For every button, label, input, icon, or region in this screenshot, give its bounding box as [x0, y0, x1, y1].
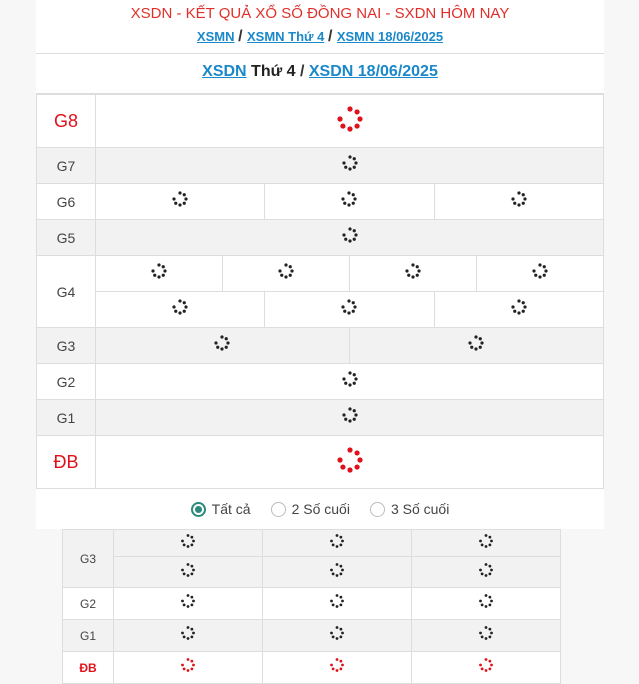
prize-label: G2: [63, 588, 114, 620]
breadcrumb-xsmn-date[interactable]: XSMN 18/06/2025: [336, 29, 444, 44]
prize-cell: [476, 256, 603, 292]
prize-cell: [114, 620, 263, 652]
prize-row-g4: [37, 256, 604, 292]
filter-label: Tất cả: [211, 501, 251, 517]
prize-cell: [263, 530, 412, 557]
prize-cell: [114, 652, 263, 684]
prize-cell: [96, 436, 604, 489]
prize-cell: [96, 184, 265, 220]
loading-spinner-icon: [180, 625, 196, 646]
results-card: [36, 0, 604, 529]
prize-cell: [96, 148, 604, 184]
prize-row-g3: [63, 530, 561, 557]
prize-cell: [96, 95, 604, 148]
prize-row-g2: [63, 588, 561, 620]
filter-option-3-digits[interactable]: [370, 501, 449, 517]
loading-spinner-icon: [510, 298, 528, 321]
page-title: XSDN - KẾT QUẢ XỔ SỐ ĐỒNG NAI - SXDN HÔM NAY: [130, 5, 510, 22]
results-table-2: [62, 529, 561, 684]
prize-cell: [265, 184, 434, 220]
loading-spinner-icon: [336, 105, 364, 138]
prize-row-g6: [37, 184, 604, 220]
multi-province-table: [62, 529, 561, 684]
loading-spinner-icon: [171, 190, 189, 213]
loading-spinner-icon: [180, 657, 196, 678]
prize-cell: [96, 364, 604, 400]
loading-spinner-icon: [478, 625, 494, 646]
loading-spinner-icon: [180, 533, 196, 554]
loading-spinner-icon: [329, 533, 345, 554]
filter-option-2-digits[interactable]: [271, 501, 350, 517]
prize-row-db: [37, 436, 604, 489]
prize-cell: [96, 292, 265, 328]
filter-label: 2 Số cuối: [291, 501, 350, 517]
xsdn-date-link[interactable]: XSDN 18/06/2025: [308, 63, 438, 80]
digit-filter: [36, 489, 604, 529]
prize-cell: [265, 292, 434, 328]
prize-cell: [412, 588, 561, 620]
loading-spinner-icon: [510, 190, 528, 213]
prize-label: G2: [37, 364, 96, 400]
prize-row-g2: [37, 364, 604, 400]
loading-spinner-icon: [341, 154, 359, 177]
xsdn-link[interactable]: XSDN: [202, 63, 247, 80]
prize-cell: [412, 530, 561, 557]
prize-row-g1: [37, 400, 604, 436]
prize-label: G7: [37, 148, 96, 184]
prize-cell: [96, 220, 604, 256]
prize-cell: [434, 292, 603, 328]
prize-cell: [412, 557, 561, 588]
prize-cell: [114, 588, 263, 620]
loading-spinner-icon: [478, 533, 494, 554]
prize-label: G1: [37, 400, 96, 436]
loading-spinner-icon: [467, 334, 485, 357]
loading-spinner-icon: [329, 562, 345, 583]
loading-spinner-icon: [341, 406, 359, 429]
prize-row-g3: [37, 328, 604, 364]
prize-label: G3: [37, 328, 96, 364]
prize-cell: [263, 557, 412, 588]
prize-label: G4: [37, 256, 96, 328]
prize-cell: [349, 328, 603, 364]
prize-row-g3-2: [63, 557, 561, 588]
prize-label: G3: [63, 530, 114, 588]
prize-label: G8: [37, 95, 96, 148]
weekday-label: Thứ 4: [251, 63, 296, 80]
loading-spinner-icon: [213, 334, 231, 357]
loading-spinner-icon: [180, 562, 196, 583]
prize-label: G5: [37, 220, 96, 256]
prize-row-g1: [63, 620, 561, 652]
loading-spinner-icon: [150, 262, 168, 285]
prize-cell: [412, 620, 561, 652]
filter-label: 3 Số cuối: [390, 501, 450, 517]
prize-cell: [263, 588, 412, 620]
loading-spinner-icon: [329, 657, 345, 678]
radio-checked-icon[interactable]: [191, 502, 206, 517]
loading-spinner-icon: [478, 562, 494, 583]
breadcrumb-xsmn[interactable]: XSMN: [196, 29, 235, 44]
prize-label: ĐB: [63, 652, 114, 684]
prize-label: G1: [63, 620, 114, 652]
prize-label: ĐB: [37, 436, 96, 489]
results-table: [36, 94, 604, 489]
prize-cell: [222, 256, 349, 292]
loading-spinner-icon: [180, 593, 196, 614]
prize-cell: [96, 400, 604, 436]
prize-row-db: [63, 652, 561, 684]
breadcrumb-xsmn-thu4[interactable]: XSMN Thứ 4: [247, 29, 325, 44]
radio-icon[interactable]: [370, 502, 385, 517]
prize-cell: [263, 652, 412, 684]
loading-spinner-icon: [341, 370, 359, 393]
prize-cell: [263, 620, 412, 652]
prize-cell: [96, 328, 350, 364]
prize-row-g7: [37, 148, 604, 184]
prize-cell: [434, 184, 603, 220]
results-subheader: XSDN Thứ 4 / XSDN 18/06/2025: [36, 54, 604, 94]
prize-cell: [96, 256, 223, 292]
prize-cell: [114, 557, 263, 588]
prize-cell: [349, 256, 476, 292]
loading-spinner-icon: [336, 446, 364, 479]
loading-spinner-icon: [531, 262, 549, 285]
loading-spinner-icon: [171, 298, 189, 321]
radio-icon[interactable]: [271, 502, 286, 517]
filter-option-all[interactable]: [191, 501, 251, 517]
loading-spinner-icon: [341, 226, 359, 249]
loading-spinner-icon: [478, 657, 494, 678]
loading-spinner-icon: [329, 593, 345, 614]
breadcrumb: XSMN / XSMN Thứ 4 / XSMN 18/06/2025: [36, 25, 604, 54]
prize-cell: [114, 530, 263, 557]
loading-spinner-icon: [277, 262, 295, 285]
loading-spinner-icon: [404, 262, 422, 285]
prize-row-g8: [37, 95, 604, 148]
prize-label: G6: [37, 184, 96, 220]
loading-spinner-icon: [340, 298, 358, 321]
loading-spinner-icon: [340, 190, 358, 213]
prize-row-g4-2: [37, 292, 604, 328]
prize-cell: [412, 652, 561, 684]
prize-row-g5: [37, 220, 604, 256]
loading-spinner-icon: [329, 625, 345, 646]
loading-spinner-icon: [478, 593, 494, 614]
